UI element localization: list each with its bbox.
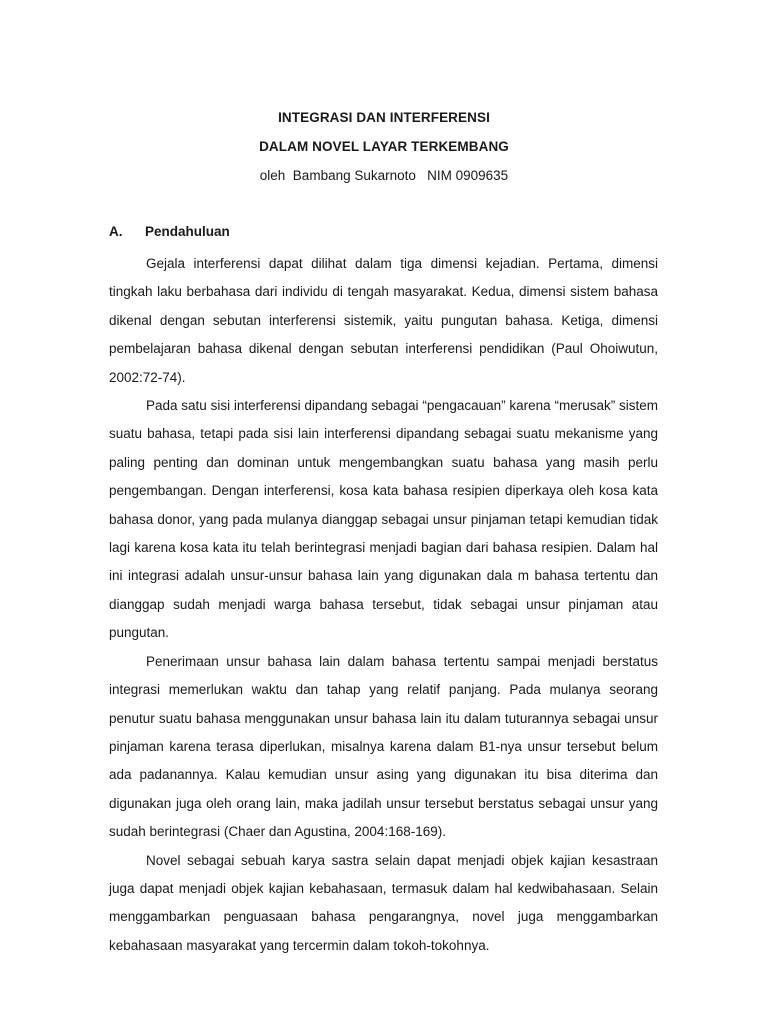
section-heading <box>109 222 230 242</box>
paragraph: Pada satu sisi interferensi dipandang sebagai “pengacauan” karena “merusak” sistem suatu bahasa, tetapi pada sisi lain interferensi dipandang sebagai suatu mekanisme yang paling penting dan dominan untuk mengembangkan suatu bahasa yang masih perlu pengembangan. Dengan interferensi, kosa kata bahasa resipien diperkaya oleh kosa kata bahasa donor, yang pada mulanya dianggap sebagai unsur pinjaman tetapi kemudian tidak lagi karena kosa kata itu telah berintegrasi menjadi bagian dari bahasa resipien. Dalam hal ini integrasi adalah unsur-unsur bahasa lain yang digunakan dala m bahasa tertentu dan dianggap sudah menjadi warga bahasa tersebut, tidak sebagai unsur pinjaman atau pungutan. <box>109 398 658 641</box>
paragraph: Penerimaan unsur bahasa lain dalam bahasa tertentu sampai menjadi berstatus integrasi memerlukan waktu dan tahap yang relatif panjang. Pada mulanya seorang penutur suatu bahasa menggunakan unsur bahasa lain itu dalam tuturannya sebagai unsur pinjaman karena terasa diperlukan, misalnya karena dalam B1-nya unsur tersebut belum ada padanannya. Kalau kemudian unsur asing yang digunakan itu bisa diterima dan digunakan juga oleh orang lain, maka jadilah unsur tersebut berstatus sebagai unsur yang sudah berintegrasi (Chaer dan Agustina, 2004:168-169). <box>109 653 658 840</box>
document-title-line-2: DALAM NOVEL LAYAR TERKEMBANG <box>259 139 509 154</box>
paragraph: Novel sebagai sebuah karya sastra selain dapat menjadi objek kajian kesastraan juga dapat menjadi objek kajian kebahasaan, termasuk dalam hal kedwibahasaan. Selain menggambarkan penguasaan bahasa pengarangnya, novel juga menggambarkan kebahasaan masyarakat yang tercermin dalam tokoh-tokohnya. <box>109 852 658 953</box>
title-block <box>0 108 768 186</box>
section-number: A. <box>109 224 123 239</box>
author-line: oleh Bambang Sukarnoto NIM 0909635 <box>259 168 509 183</box>
document-title-line-1: INTEGRASI DAN INTERFERENSI <box>278 110 490 125</box>
section-title: Pendahuluan <box>145 224 230 239</box>
body-text <box>109 250 658 960</box>
paragraph: Gejala interferensi dapat dilihat dalam tiga dimensi kejadian. Pertama, dimensi tingkah laku berbahasa dari individu di tengah masyarakat. Kedua, dimensi sistem bahasa dikenal dengan sebutan interferensi sistemik, yaitu pungutan bahasa. Ketiga, dimensi pembelajaran bahasa dikenal dengan sebutan interferensi pendidikan (Paul Ohoiwutun, 2002:72-74). <box>109 256 658 385</box>
